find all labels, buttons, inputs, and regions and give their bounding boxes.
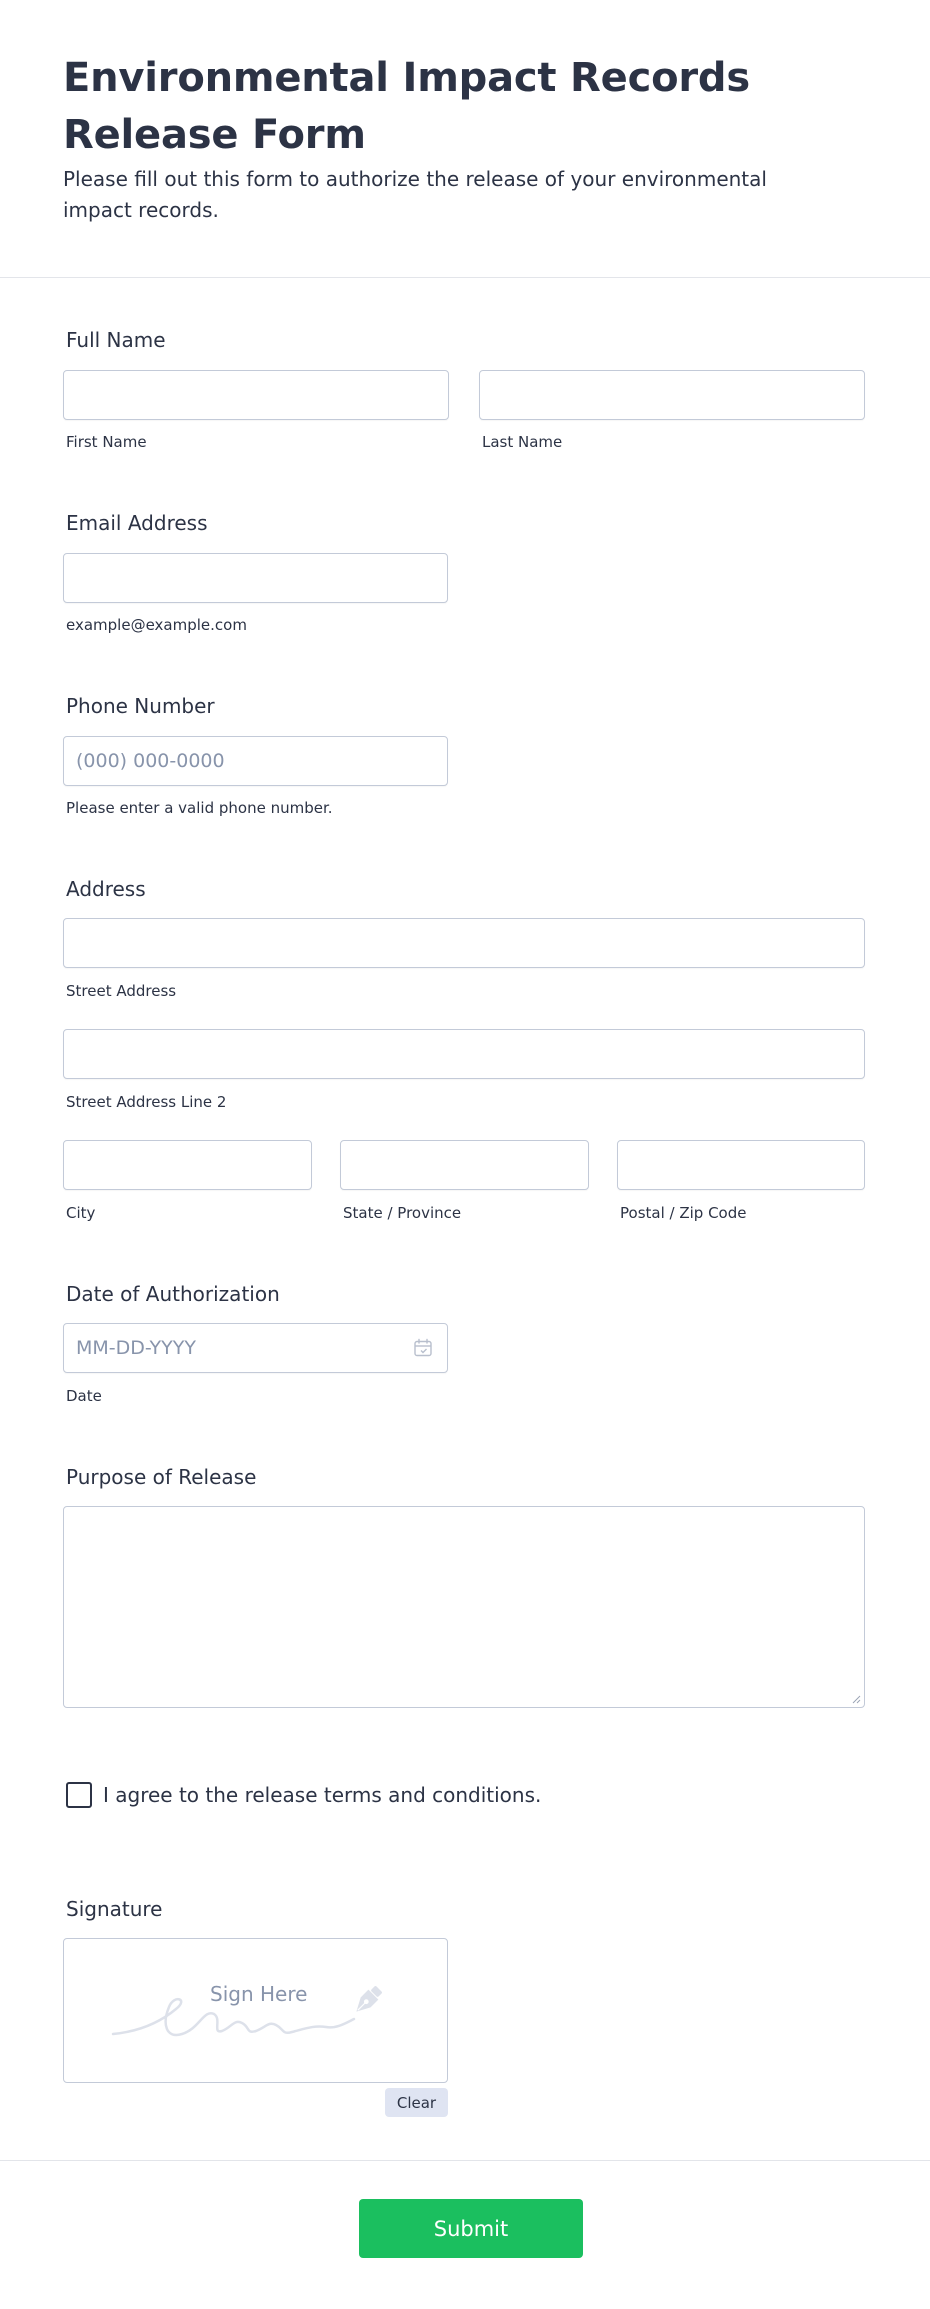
date-label: Date of Authorization: [66, 1282, 280, 1306]
calendar-icon[interactable]: [413, 1338, 433, 1358]
last-name-sublabel: Last Name: [482, 433, 563, 451]
first-name-field[interactable]: [63, 370, 449, 420]
email-input[interactable]: [64, 554, 447, 602]
state-input[interactable]: [341, 1141, 588, 1189]
street-address-line2-input[interactable]: [64, 1030, 864, 1078]
first-name-sublabel: First Name: [66, 433, 147, 451]
clear-signature-button[interactable]: Clear: [385, 2088, 448, 2117]
phone-sublabel: Please enter a valid phone number.: [66, 799, 333, 817]
sign-here-placeholder: Sign Here: [210, 1982, 308, 2006]
resize-grip-icon[interactable]: [851, 1694, 861, 1704]
form-subtitle: Please fill out this form to authorize the release of your environmental impact records.: [63, 167, 767, 222]
date-input[interactable]: [64, 1324, 447, 1372]
purpose-textarea-field[interactable]: [63, 1506, 865, 1708]
email-sublabel: example@example.com: [66, 616, 247, 634]
email-label: Email Address: [66, 511, 208, 535]
phone-field[interactable]: [63, 736, 448, 786]
city-sublabel: City: [66, 1204, 96, 1222]
phone-label: Phone Number: [66, 694, 215, 718]
street-address-line2-field[interactable]: [63, 1029, 865, 1079]
state-sublabel: State / Province: [343, 1204, 462, 1222]
phone-input[interactable]: [64, 737, 447, 785]
signature-scribble: [64, 1939, 449, 2084]
date-field[interactable]: [63, 1323, 448, 1373]
first-name-input[interactable]: [64, 371, 448, 419]
address-label: Address: [66, 877, 146, 901]
date-sublabel: Date: [66, 1387, 102, 1405]
form-header: [0, 0, 930, 278]
purpose-textarea[interactable]: [64, 1507, 864, 1707]
form-title: Environmental Impact Records Release Form: [63, 55, 750, 158]
postal-code-sublabel: Postal / Zip Code: [620, 1204, 747, 1222]
postal-code-field[interactable]: [617, 1140, 865, 1190]
pen-nib-icon: [349, 1983, 385, 2019]
signature-pad[interactable]: [63, 1938, 448, 2083]
submit-button[interactable]: Submit: [359, 2199, 583, 2258]
last-name-input[interactable]: [480, 371, 864, 419]
last-name-field[interactable]: [479, 370, 865, 420]
full-name-label: Full Name: [66, 328, 166, 352]
city-field[interactable]: [63, 1140, 312, 1190]
state-field[interactable]: [340, 1140, 589, 1190]
signature-label: Signature: [66, 1897, 163, 1921]
street-address-field[interactable]: [63, 918, 865, 968]
street-address-sublabel: Street Address: [66, 982, 177, 1000]
agree-checkbox[interactable]: [66, 1782, 92, 1808]
purpose-label: Purpose of Release: [66, 1465, 257, 1489]
footer-divider: [0, 2160, 930, 2161]
email-field[interactable]: [63, 553, 448, 603]
street-address-line2-sublabel: Street Address Line 2: [66, 1093, 227, 1111]
agree-checkbox-label[interactable]: I agree to the release terms and conditions.: [103, 1783, 542, 1807]
city-input[interactable]: [64, 1141, 311, 1189]
street-address-input[interactable]: [64, 919, 864, 967]
postal-code-input[interactable]: [618, 1141, 864, 1189]
